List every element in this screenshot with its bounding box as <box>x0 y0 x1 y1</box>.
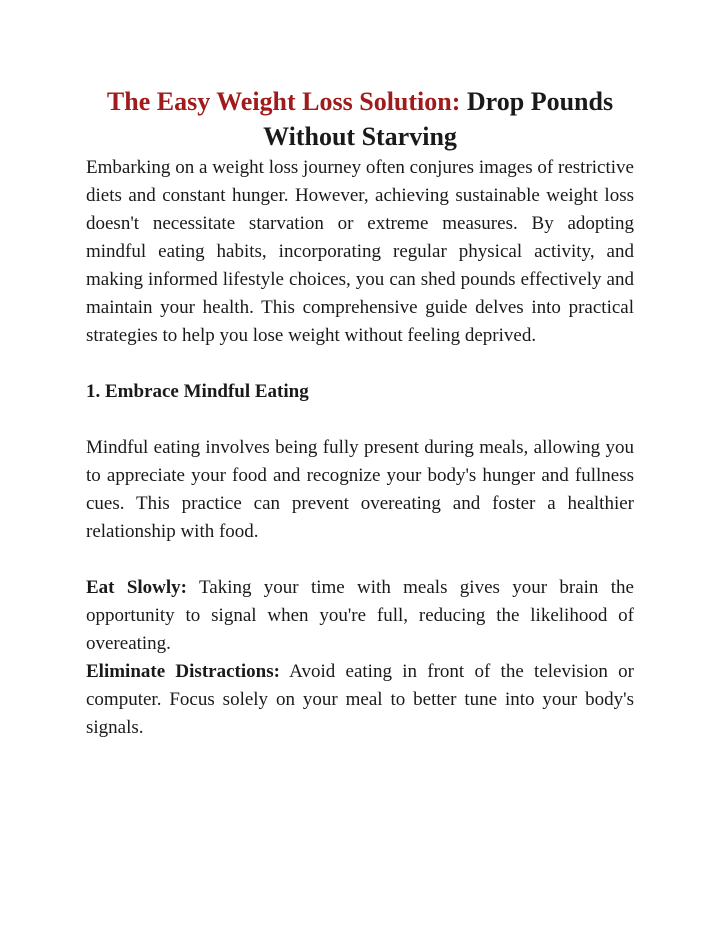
spacer <box>86 406 634 434</box>
tip-label: Eat Slowly: <box>86 577 187 598</box>
spacer <box>86 546 634 574</box>
title-accent: The Easy Weight Loss Solution: <box>106 87 461 116</box>
tip-text: Taking your time with meals gives your brain the opportunity to signal when you're full, reducing the likelihood of overeating. <box>86 577 634 654</box>
tip-label: Eliminate Distractions: <box>86 661 280 682</box>
tip-text: Avoid eating in front of the television or computer. Focus solely on your meal to better tune into your body's signals. <box>86 661 635 738</box>
title-rest: Drop Pounds Without Starving <box>263 87 614 151</box>
section-1-heading: 1. Embrace Mindful Eating <box>86 381 309 402</box>
spacer <box>86 350 634 378</box>
document-page <box>86 84 634 742</box>
intro-paragraph: Embarking on a weight loss journey often conjures images of restrictive diets and constant hunger. However, achieving sustainable weight loss doesn't necessitate starvation or extreme measures. By adopting mindful eating habits, incorporating regular physical activity, and making informed lifestyle choices, you can shed pounds effectively and maintain your health. This comprehensive guide delves into practical strategies to help you lose weight without feeling deprived. <box>86 157 634 346</box>
tip-eat-slowly <box>86 574 634 658</box>
document-title <box>86 84 634 154</box>
section-1-body: Mindful eating involves being fully present during meals, allowing you to appreciate your food and recognize your body's hunger and fullness cues. This practice can prevent overeating and foster a healthier relationship with food. <box>86 437 634 542</box>
tip-eliminate-distractions <box>86 658 634 742</box>
